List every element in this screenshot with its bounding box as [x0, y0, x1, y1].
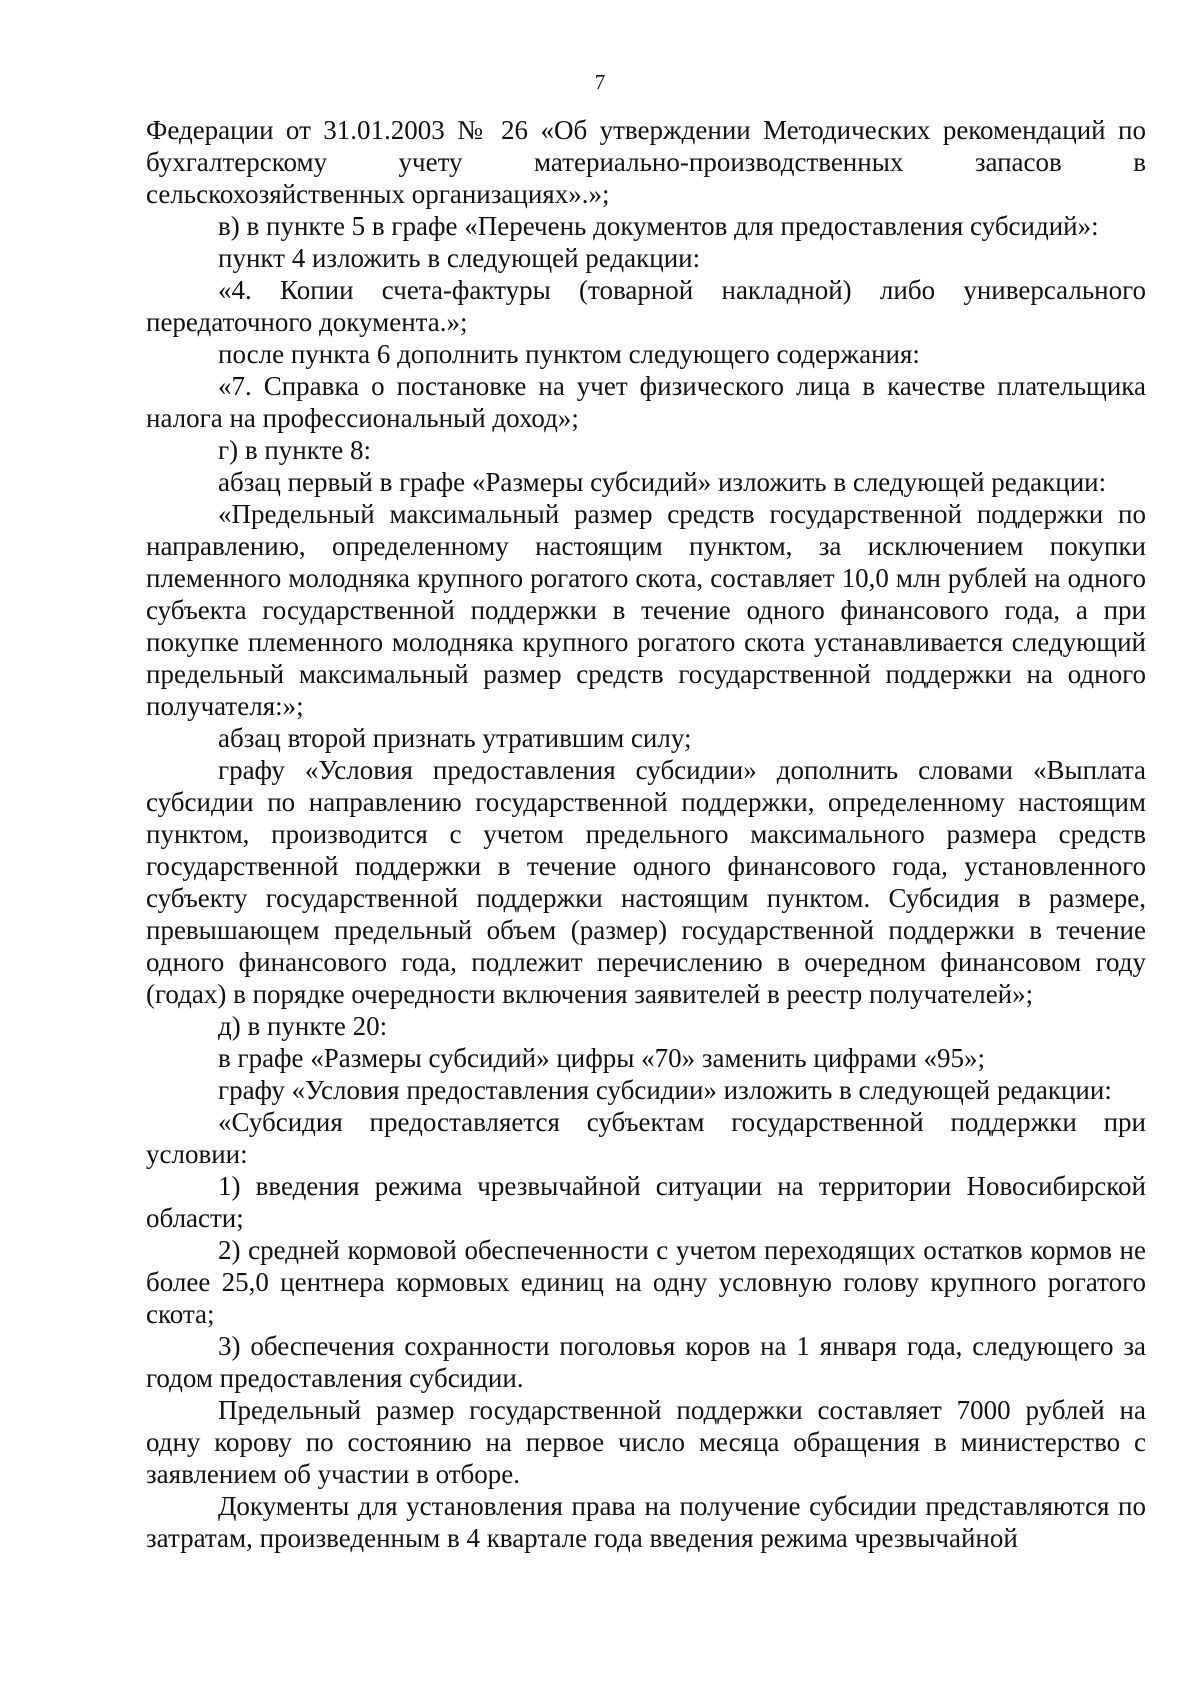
paragraph-3: пункт 4 изложить в следующей редакции: — [218, 243, 701, 273]
paragraph-7: г) в пункте 8: — [218, 435, 372, 465]
paragraph-15: «Субсидия предоставляется субъектам государственной поддержки при условии: — [146, 1107, 1146, 1169]
paragraph-13: в графе «Размеры субсидий» цифры «70» заменить цифрами «95»; — [218, 1043, 986, 1073]
paragraph-18: 3) обеспечения сохранности поголовья коров на 1 января года, следующего за годом предоставления субсидии. — [146, 1331, 1146, 1393]
paragraph-1: Федерации от 31.01.2003 № 26 «Об утверждении Методических рекомендаций по бухгалтерскому учету материально-производственных запасов в сельскохозяйственных организациях».»; — [146, 115, 1146, 209]
page-number: 7 — [594, 70, 606, 94]
paragraph-9: «Предельный максимальный размер средств государственной поддержки по направлению, определенному настоящим пунктом, за исключением покупки племенного молодняка крупного рогатого скота, составляет 10,0 млн рублей на одного субъекта государственной поддержки в течение одного финансового года, а при покупке племенного молодняка крупного рогатого скота устанавливается следующий предельный максимальный размер средств государственной поддержки на одного получателя:»; — [146, 499, 1146, 721]
document-body — [146, 114, 1146, 1554]
paragraph-11: графу «Условия предоставления субсидии» дополнить словами «Выплата субсидии по направлению государственной поддержки, определенному настоящим пунктом, производится с учетом предельного максимального размера средств государственной поддержки в течение одного финансового года, установленного субъекту государственной поддержки настоящим пунктом. Субсидия в размере, превышающем предельный объем (размер) государственной поддержки в течение одного финансового года, подлежит перечислению в очередном финансовом году (годах) в порядке очередности включения заявителей в реестр получателей»; — [146, 755, 1146, 1009]
paragraph-6: «7. Справка о постановке на учет физического лица в качестве плательщика налога на профессиональный доход»; — [146, 371, 1146, 433]
paragraph-10: абзац второй признать утратившим силу; — [218, 723, 692, 753]
paragraph-20: Документы для установления права на получение субсидии представляются по затратам, произведенным в 4 квартале года введения режима чрезвычайной — [146, 1491, 1146, 1553]
paragraph-12: д) в пункте 20: — [218, 1011, 388, 1041]
paragraph-14: графу «Условия предоставления субсидии» изложить в следующей редакции: — [218, 1075, 1112, 1105]
paragraph-17: 2) средней кормовой обеспеченности с учетом переходящих остатков кормов не более 25,0 центнера кормовых единиц на одну условную голову крупного рогатого скота; — [146, 1235, 1146, 1329]
paragraph-8: абзац первый в графе «Размеры субсидий» изложить в следующей редакции: — [218, 467, 1107, 497]
paragraph-16: 1) введения режима чрезвычайной ситуации на территории Новосибирской области; — [146, 1171, 1146, 1233]
paragraph-2: в) в пункте 5 в графе «Перечень документов для предоставления субсидий»: — [218, 211, 1099, 241]
paragraph-4: «4. Копии счета-фактуры (товарной накладной) либо универсального передаточного документа.»; — [146, 275, 1146, 337]
paragraph-19: Предельный размер государственной поддержки составляет 7000 рублей на одну корову по состоянию на первое число месяца обращения в министерство с заявлением об участии в отборе. — [146, 1395, 1146, 1489]
paragraph-5: после пункта 6 дополнить пунктом следующего содержания: — [218, 339, 920, 369]
